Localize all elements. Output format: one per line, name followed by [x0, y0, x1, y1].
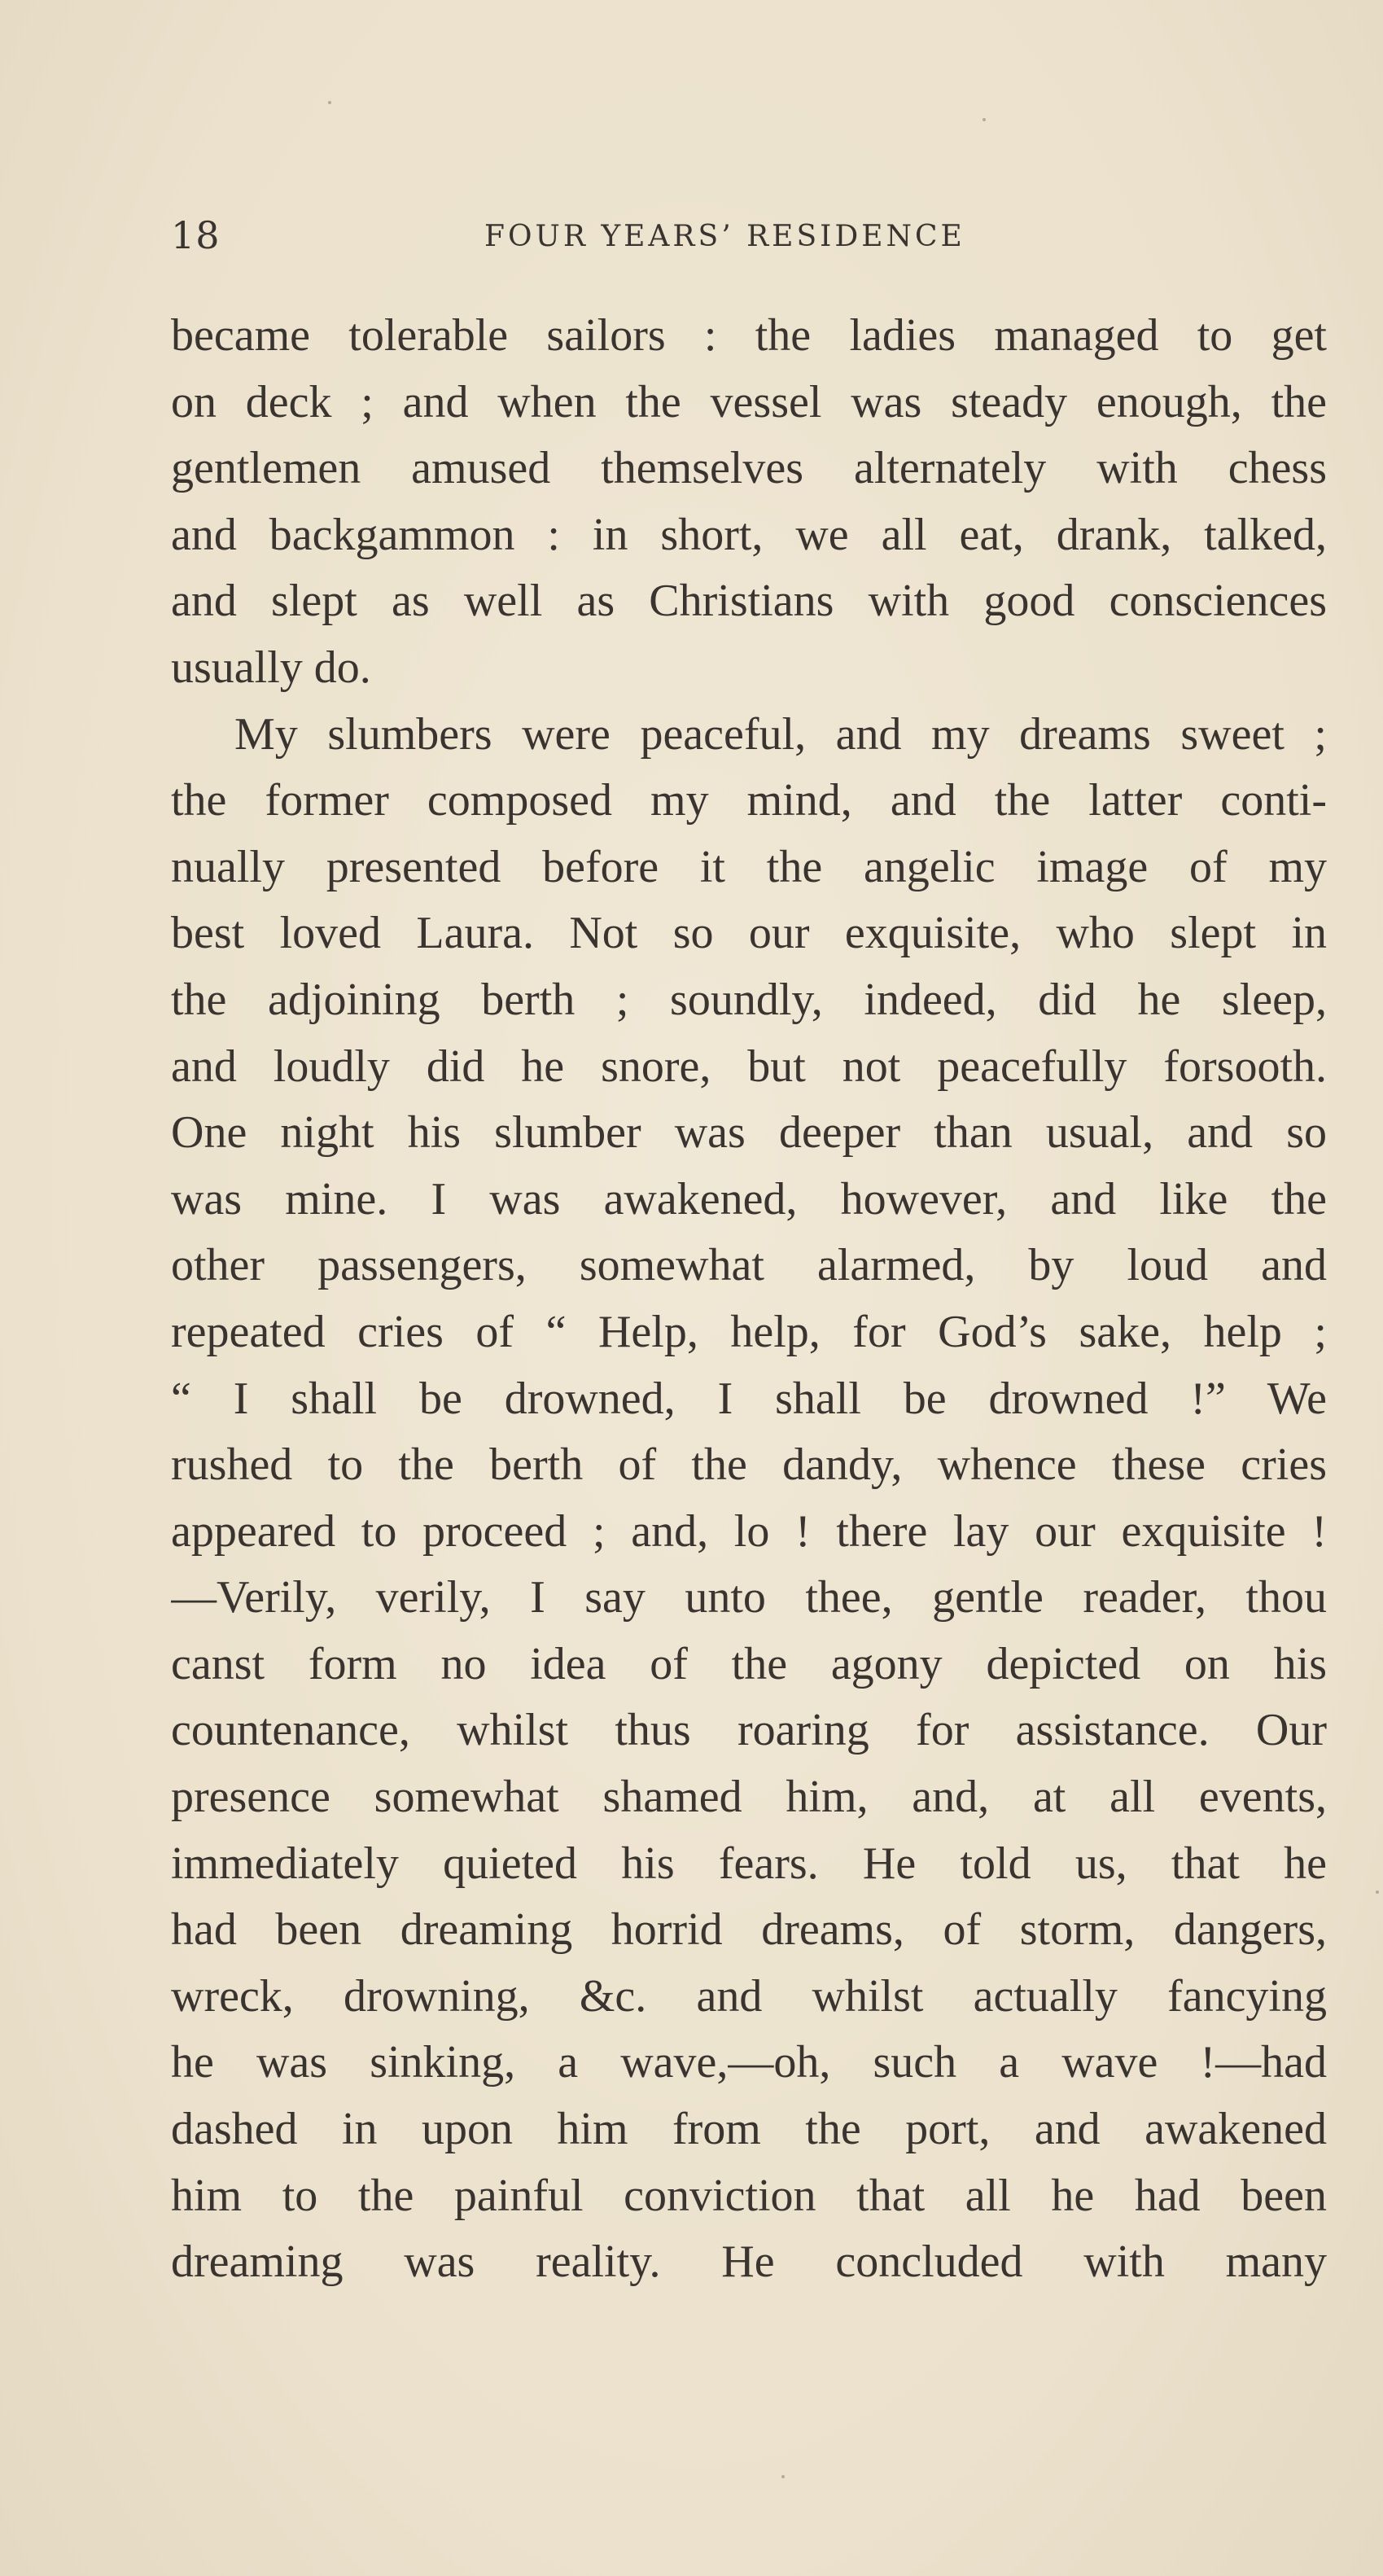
- paper-speck: [781, 2475, 785, 2478]
- text-line: him to the painful conviction that all he had been: [171, 2170, 1327, 2221]
- text-line: appeared to proceed ; and, lo ! there lay our exquisite !: [171, 1505, 1327, 1557]
- paper-speck: [983, 118, 986, 121]
- text-line: wreck, drowning, &c. and whilst actually fancying: [171, 1970, 1327, 2022]
- text-line: —Verily, verily, I say unto thee, gentle reader, thou: [171, 1572, 1327, 1623]
- text-line: My slumbers were peaceful, and my dreams sweet ;: [234, 708, 1327, 760]
- text-line: was mine. I was awakened, however, and like the: [171, 1173, 1327, 1224]
- text-line: One night his slumber was deeper than usual, and so: [171, 1107, 1327, 1159]
- text-line: other passengers, somewhat alarmed, by loud and: [171, 1240, 1327, 1291]
- text-line: the former composed my mind, and the latter conti-: [171, 775, 1327, 826]
- text-line: on deck ; and when the vessel was steady enough, the: [171, 376, 1327, 427]
- text-line: presence somewhat shamed him, and, at all events,: [171, 1772, 1327, 1823]
- text-line: canst form no idea of the agony depicted on his: [171, 1638, 1327, 1689]
- text-line: and loudly did he snore, but not peacefully forsooth.: [171, 1040, 1327, 1092]
- text-line: gentlemen amused themselves alternately with chess: [171, 443, 1327, 494]
- page-header: [171, 213, 1327, 287]
- paper-speck: [1376, 1890, 1379, 1894]
- text-line: nually presented before it the angelic image of my: [171, 841, 1327, 892]
- text-line: dreaming was reality. He concluded with many: [171, 2236, 1327, 2288]
- text-line: he was sinking, a wave,—oh, such a wave !—had: [171, 2037, 1327, 2088]
- running-head: FOUR YEARS’ RESIDENCE: [484, 220, 965, 253]
- text-line: immediately quieted his fears. He told us, that he: [171, 1838, 1327, 1889]
- text-line: repeated cries of “ Help, help, for God’s sake, help ;: [171, 1306, 1327, 1357]
- text-line: best loved Laura. Not so our exquisite, who slept in: [171, 908, 1327, 959]
- text-line: and backgammon : in short, we all eat, drank, talked,: [171, 509, 1327, 560]
- text-line: and slept as well as Christians with good consciences: [171, 576, 1327, 627]
- text-line: countenance, whilst thus roaring for assistance. Our: [171, 1705, 1327, 1756]
- text-line: usually do.: [171, 642, 371, 693]
- text-line: the adjoining berth ; soundly, indeed, did he sleep,: [171, 974, 1327, 1025]
- text-line: “ I shall be drowned, I shall be drowned !” We: [171, 1373, 1327, 1424]
- text-line: dashed in upon him from the port, and awakened: [171, 2104, 1327, 2155]
- text-line: rushed to the berth of the dandy, whence these cries: [171, 1439, 1327, 1491]
- paper-speck: [328, 101, 331, 104]
- text-line: had been dreaming horrid dreams, of storm, dangers,: [171, 1904, 1327, 1956]
- page-number: 18: [171, 213, 221, 257]
- text-line: became tolerable sailors : the ladies managed to get: [171, 310, 1327, 361]
- body-text: [171, 303, 1327, 2296]
